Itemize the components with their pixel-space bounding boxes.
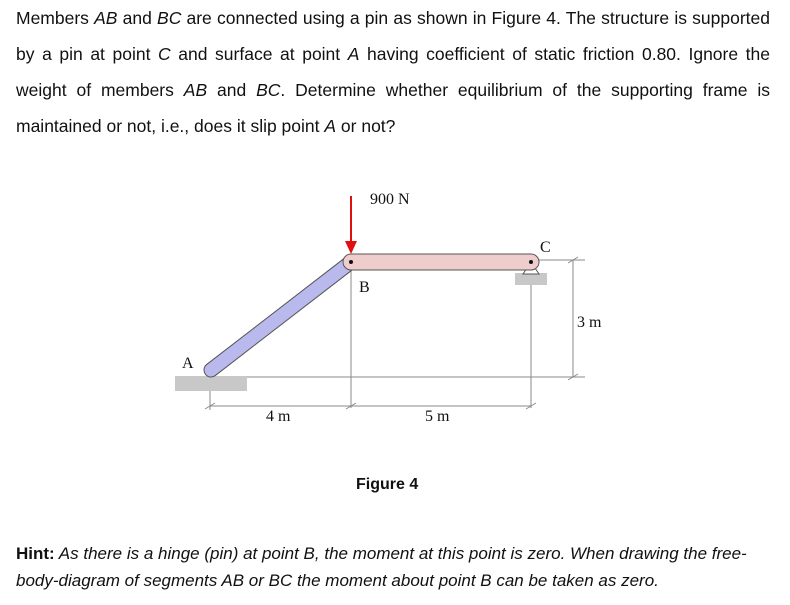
surface-support-a [175, 376, 247, 391]
point-c-label: C [540, 239, 551, 256]
dimension-5m-label: 5 m [425, 408, 450, 425]
point-a-label: A [182, 355, 194, 372]
pin-b [349, 260, 353, 264]
member-ab [211, 262, 351, 370]
member-bc [343, 254, 539, 270]
load-arrow-icon [345, 241, 357, 254]
dimension-4m-label: 4 m [266, 408, 291, 425]
point-b-label: B [359, 279, 370, 296]
hint-label: Hint: [16, 544, 55, 563]
load-label: 900 N [370, 191, 410, 208]
pin-c [529, 260, 533, 264]
hint-text: As there is a hinge (pin) at point B, the moment at this point is zero. When drawing the free-body-diagram of segments AB or BC the moment about point B can be taken as zero. [16, 544, 747, 590]
hint-box [16, 540, 776, 594]
figure-caption: Figure 4 [356, 476, 419, 493]
dimension-3m-label: 3 m [577, 314, 602, 331]
pin-support-c [515, 273, 547, 285]
problem-text: Members AB and BC are connected using a pin as shown in Figure 4. The structure is supported by a pin at point C and surface at point A having coefficient of static friction 0.80. Ignore the weight of members AB and BC. Determine whether equilibrium of the supporting frame is maintained or not, i.e., does it slip point A or not? [16, 8, 771, 136]
